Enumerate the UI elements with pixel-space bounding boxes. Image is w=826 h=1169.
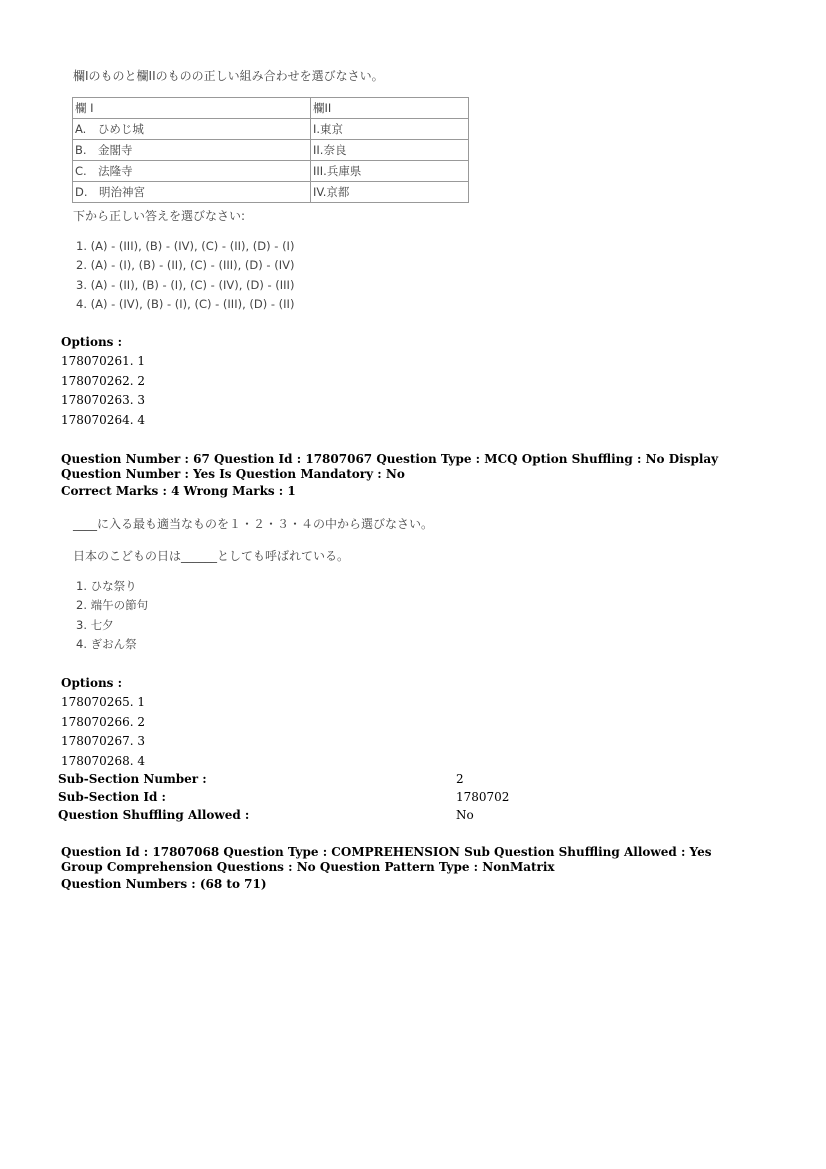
table-cell: II.奈良: [311, 140, 469, 161]
q68-meta: Question Id : 17807068 Question Type : COMPREHENSION Sub Question Shuffling Allowed : Yes Group Comprehension Questions : No Question Pattern Type : NonMatrix: [61, 845, 712, 874]
q67-answer-list: [76, 577, 148, 654]
table-header-cell: 欄II: [311, 98, 469, 119]
q66-instruction: 欄Iのものと欄IIのものの正しい組み合わせを選びなさい。: [73, 69, 384, 83]
list-item: 2. 端午の節句: [76, 598, 149, 613]
table-row: [73, 140, 469, 161]
list-item: 178070262. 2: [61, 373, 145, 388]
list-item: 178070267. 3: [61, 734, 145, 748]
subsection-id-label: Sub-Section Id :: [58, 790, 166, 804]
q66-answer-list: [76, 237, 294, 314]
q66-options-list: [61, 352, 145, 430]
list-item: 4. (A) - (IV), (B) - (I), (C) - (III), (D) - (II): [76, 296, 295, 311]
subsection-id-value: 1780702: [456, 790, 510, 804]
list-item: 1. ひな祭り: [76, 579, 137, 593]
list-item: 178070265. 1: [61, 695, 145, 709]
q67-sentence: 日本のこどもの日は______としても呼ばれている。: [73, 549, 350, 563]
list-item: 4. ぎおん祭: [76, 636, 137, 651]
subsection-number-value: 2: [456, 772, 464, 786]
table-row: [73, 161, 469, 182]
list-item: 3. (A) - (II), (B) - (I), (C) - (IV), (D) - (III): [76, 277, 295, 292]
table-header-cell: 欄 I: [73, 98, 311, 119]
q66-options-label: Options :: [61, 335, 123, 349]
q66-prompt: 下から正しい答えを選びなさい:: [73, 209, 246, 223]
q67-options-list: [61, 693, 145, 771]
list-item: 178070263. 3: [61, 393, 145, 407]
question-shuffling-label: Question Shuffling Allowed :: [58, 808, 250, 822]
table-row: [73, 119, 469, 140]
q67-instruction: ____に入る最も適当なものを１・２・３・４の中から選びなさい。: [73, 517, 434, 531]
table-cell: I.東京: [311, 119, 469, 140]
table-cell: D. 明治神宮: [73, 182, 311, 203]
q68-question-numbers: Question Numbers : (68 to 71): [61, 877, 267, 891]
q67-marks: Correct Marks : 4 Wrong Marks : 1: [61, 484, 296, 498]
subsection-number-label: Sub-Section Number :: [58, 772, 207, 786]
list-item: 1. (A) - (III), (B) - (IV), (C) - (II), (D) - (I): [76, 239, 295, 253]
list-item: 2. (A) - (I), (B) - (II), (C) - (III), (D) - (IV): [76, 258, 295, 273]
table-cell: IV.京都: [311, 182, 469, 203]
table-row: [73, 98, 469, 119]
list-item: 178070266. 2: [61, 714, 145, 729]
matching-table: [72, 97, 469, 203]
list-item: 3. 七夕: [76, 617, 114, 632]
table-cell: A. ひめじ城: [73, 119, 311, 140]
table-cell: B. 金閣寺: [73, 140, 311, 161]
q67-meta: Question Number : 67 Question Id : 17807067 Question Type : MCQ Option Shuffling : No Display Question Number : Yes Is Question Mandatory : No: [61, 452, 719, 481]
list-item: 178070261. 1: [61, 354, 145, 368]
q67-options-label: Options :: [61, 676, 123, 690]
table-row: [73, 182, 469, 203]
list-item: 178070264. 4: [61, 412, 145, 427]
question-shuffling-value: No: [456, 808, 474, 822]
list-item: 178070268. 4: [61, 753, 145, 768]
table-cell: C. 法隆寺: [73, 161, 311, 182]
table-cell: III.兵庫県: [311, 161, 469, 182]
